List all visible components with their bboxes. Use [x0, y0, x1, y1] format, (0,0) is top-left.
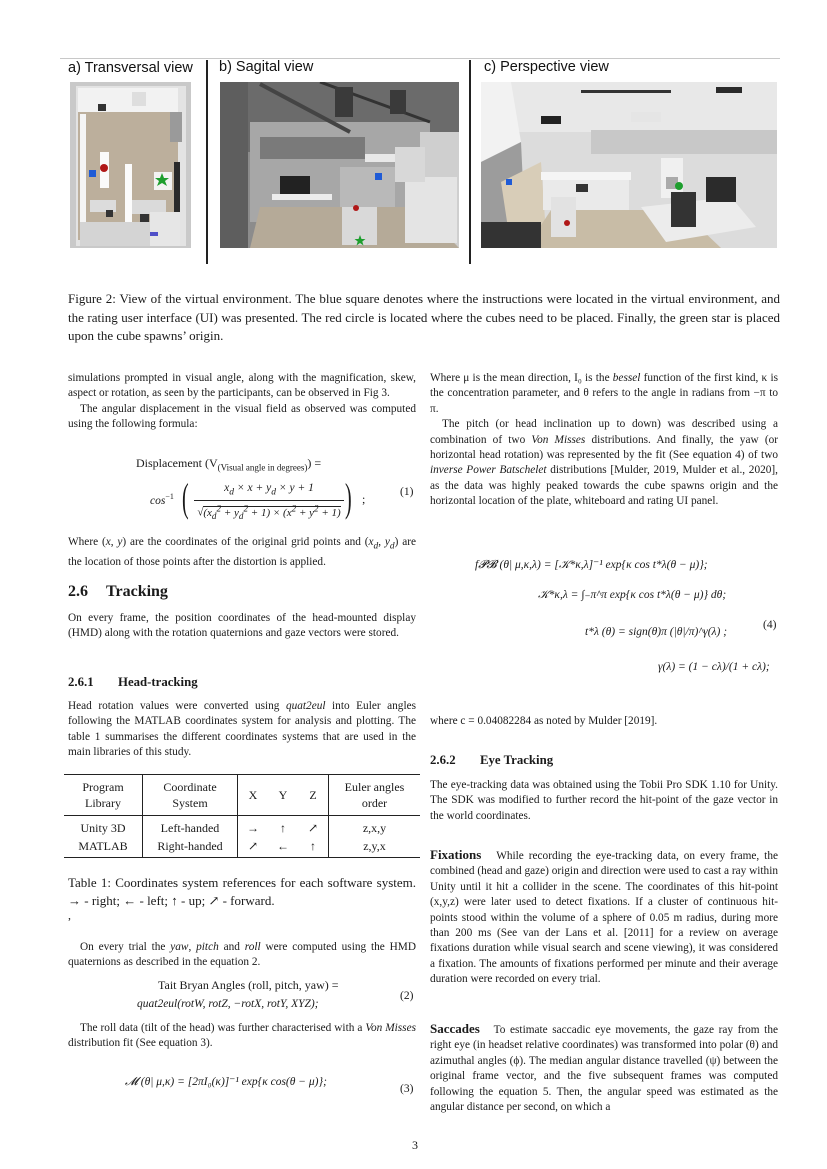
paragraph — [68, 611, 416, 642]
table-cell: Unity 3D — [64, 816, 143, 838]
section-number: 2.6 — [68, 583, 88, 600]
eq1-end: ; — [362, 492, 366, 506]
subsection-heading-2-6-2 — [430, 753, 553, 768]
paragraph: The angular displacement in the visual field as observed was computed using the following formula: — [68, 402, 416, 431]
emphasis: yaw — [170, 941, 189, 953]
figure-caption: Figure 2: View of the virtual environment. The blue square denotes where the instructions were located in the virtual environment, and the rating user interface (UI) was presented. The red circle is located where the cubes need to be placed. Finally, the green star is placed upon the cube spawns’ origin. — [68, 291, 780, 343]
eq1-numerator: $x_d \times x + y_d \times y + 1$ — [224, 482, 314, 498]
equation-number: (3) — [400, 1083, 414, 1095]
subsection-title: Head-tracking — [118, 675, 198, 689]
text: distribution fit (See equation 3). — [68, 1037, 213, 1050]
subsection-title: Eye Tracking — [480, 753, 554, 767]
table-cell: z,y,x — [329, 837, 421, 858]
figure-top-rule — [60, 58, 780, 59]
text: To estimate saccadic eye movements, the gaze ray from the right eye (in headset relative coordinates) was transformed into polar (θ) and azimuthal angles (ϕ). The median angular distance travelled (ψ) between the original frame vector, and the five subsequent frames was computed following the equation 5. Then, the angular speed was estimated as the angular distance per second, on which a — [430, 1024, 778, 1114]
left-paren: ( — [182, 475, 189, 520]
sagital-view-image — [220, 82, 459, 248]
panel-label-sagital: b) Sagital view — [219, 59, 314, 75]
eq1-lhs-text: Displacement (V — [136, 456, 218, 470]
table-cell: ↑ — [280, 821, 286, 835]
section-heading-2-6 — [68, 583, 168, 601]
left-column — [68, 371, 416, 433]
text: distributions [Mulder, 2019, Mulder et al., 2020], as the data was highly peaked towards the cube spawns origin and the horizontal location of the plate, whiteboard and rating UI panel. — [430, 464, 778, 508]
header-cell: Z — [298, 775, 329, 816]
perspective-view-image — [481, 82, 777, 248]
emphasis: inverse Power Batschelet — [430, 464, 547, 477]
equation-4-line-2: 𝒦*κ,λ = ∫₋π^π exp{κ cos t*λ(θ − μ)} dθ; — [538, 589, 727, 601]
header-cell: X — [238, 775, 269, 816]
emphasis: pitch — [196, 941, 219, 953]
section-title: Tracking — [106, 583, 168, 600]
text: were computed using the HMD quaternions as described in the equation 2. — [68, 941, 416, 969]
fraction-bar — [194, 500, 344, 501]
table-1 — [64, 774, 420, 858]
text: The pitch (or head inclination up to down) was described using a combination of two — [430, 418, 778, 446]
text: , — [188, 941, 197, 953]
run-in-heading: Fixations — [430, 847, 482, 862]
text: Where μ is the mean direction, I₀ is the — [430, 372, 613, 384]
text: On every trial the — [80, 941, 171, 953]
paragraph: simulations prompted in visual angle, along with the magnification, skew, aspect or rotation, as seen by the participants, can be observed in Fig 3. — [68, 372, 416, 400]
equation-4-line-1: f𝓟𝓑 (θ| μ,κ,λ) = [𝒦*κ,λ]⁻¹ exp{κ cos t*λ(θ − μ)}; — [475, 559, 708, 571]
run-in-heading: Saccades — [430, 1021, 480, 1036]
table-cell: → — [247, 821, 259, 835]
paragraph — [68, 699, 416, 761]
equation-number: (2) — [400, 990, 414, 1002]
text: The roll data (tilt of the head) was further characterised with a — [80, 1022, 366, 1034]
eq1-func-sup: −1 — [165, 492, 174, 501]
paragraph: where c = 0.04082284 as noted by Mulder [2019]. — [430, 715, 658, 727]
table-cell: ← — [268, 837, 298, 858]
emphasis: bessel — [612, 372, 641, 384]
paragraph — [68, 1021, 416, 1052]
stray-comma: , — [68, 908, 71, 922]
text: Head rotation values were converted using — [68, 700, 286, 712]
paragraph — [68, 940, 416, 971]
table-row — [64, 816, 420, 838]
paragraph: The eye-tracking data was obtained using the Tobii Pro SDK 1.10 for Unity. The SDK was modified to further record the hit-point of the gaze vector in the world coordinates. — [430, 779, 778, 822]
emphasis: Von Misses — [365, 1022, 416, 1034]
right-paren: ) — [345, 475, 352, 520]
subsection-number: 2.6.1 — [68, 675, 94, 689]
paragraph-text: Where (x, y) are the coordinates of the original grid points and ($x_d$, $y_d$) are the location of those points after the distortion is applied. — [68, 536, 417, 568]
paragraph-text: On every frame, the position coordinates of the head-mounted display (HMD) along with the rotation quaternions and gaze vectors were stored. — [68, 612, 416, 640]
subsection-number: 2.6.2 — [430, 753, 456, 767]
equation-2-line-2: quat2eul(rotW, rotZ, −rotX, rotY, XYZ); — [137, 998, 319, 1010]
table-cell: ↑ — [298, 837, 329, 858]
table-cell: ↗ — [298, 816, 329, 838]
emphasis: roll — [244, 941, 261, 953]
table-cell: MATLAB — [64, 837, 143, 858]
header-cell: Euler angles order — [329, 775, 421, 816]
table-cell: Left-handed — [143, 816, 238, 838]
table-row — [64, 837, 420, 858]
table-cell: Right-handed — [143, 837, 238, 858]
panel-label-transversal: a) Transversal view — [68, 60, 193, 76]
text: and — [218, 941, 245, 953]
equation-4-line-3: t*λ (θ) = sign(θ)π (|θ|/π)^γ(λ) ; — [585, 626, 728, 638]
header-cell: Y — [268, 775, 298, 816]
header-cell: Coordinate System — [143, 775, 238, 816]
eq1-lhs-end: ) = — [307, 456, 322, 470]
table-cell: z,x,y — [362, 821, 387, 835]
emphasis: Von Misses — [531, 433, 586, 446]
eq1-lhs-sub: (Visual angle in degrees) — [217, 462, 308, 473]
table-caption: Table 1: Coordinates system references for each software system. → - right; ← - left; ↑ - up; ↗ - forward. — [68, 875, 416, 908]
subsection-heading-2-6-1 — [68, 675, 198, 690]
figure-separator — [469, 60, 471, 264]
text: While recording the eye-tracking data, on every frame, the combined (head and gaze) origin and direction were used to cast a ray within Unity until it hit a collider in the scene. The coordinates of this hit-point (x,y,z) were later used to detect fixations. If a cluster of continuous hit-points stood within the volume of a sphere of 0.05 m radius, during more than 200 ms (See van der Lans et al. [2011] for a review on average fixations duration while visual search and scene viewing), it was considered a fixation. The amounts of fixations performed per minute and their average duration were recorded on every trial. — [430, 850, 778, 986]
equation-number: (4) — [763, 619, 777, 631]
paragraph — [68, 535, 416, 570]
table-cell: ↗ — [238, 837, 269, 858]
right-column — [430, 371, 778, 510]
equation-number: (1) — [400, 486, 414, 498]
equation-3: 𝓜 (θ| μ,κ) = [2πI₀(κ)]⁻¹ exp{κ cos(θ − μ)}; — [125, 1076, 327, 1088]
fixations-paragraph — [430, 847, 778, 988]
panel-label-perspective: c) Perspective view — [484, 59, 609, 75]
text: distributions. And finally, the yaw (or horizontal head rotation) was represented by the fit (See equation 4) of two — [430, 433, 778, 462]
equation-2-line-1: Tait Bryan Angles (roll, pitch, yaw) = — [158, 978, 339, 992]
eq1-func: cos — [150, 494, 166, 507]
figure-separator — [206, 60, 208, 264]
transversal-view-image — [70, 82, 191, 248]
eq1-denominator: $√(x_d^2 + y_d^2 + 1) \times (x^2 + y^2 + 1)$ — [197, 503, 341, 521]
table-header-row — [64, 775, 420, 816]
header-cell: Program Library — [64, 775, 143, 816]
text: into Euler angles following the MATLAB coordinates system for analysis and plotting. The table 1 summarises the different coordinates systems that are used in the main libraries of this study. — [68, 700, 416, 759]
saccades-paragraph — [430, 1021, 778, 1115]
page-number: 3 — [412, 1138, 418, 1152]
emphasis: quat2eul — [285, 700, 326, 712]
equation-1-rhs — [150, 475, 380, 524]
equation-1-lhs — [136, 456, 321, 472]
equation-4-line-4: γ(λ) = (1 − cλ)/(1 + cλ); — [658, 661, 770, 673]
text: function of the first kind, κ is the concentration parameter, and θ refers to the angle in radians from −π to π. — [430, 372, 778, 415]
